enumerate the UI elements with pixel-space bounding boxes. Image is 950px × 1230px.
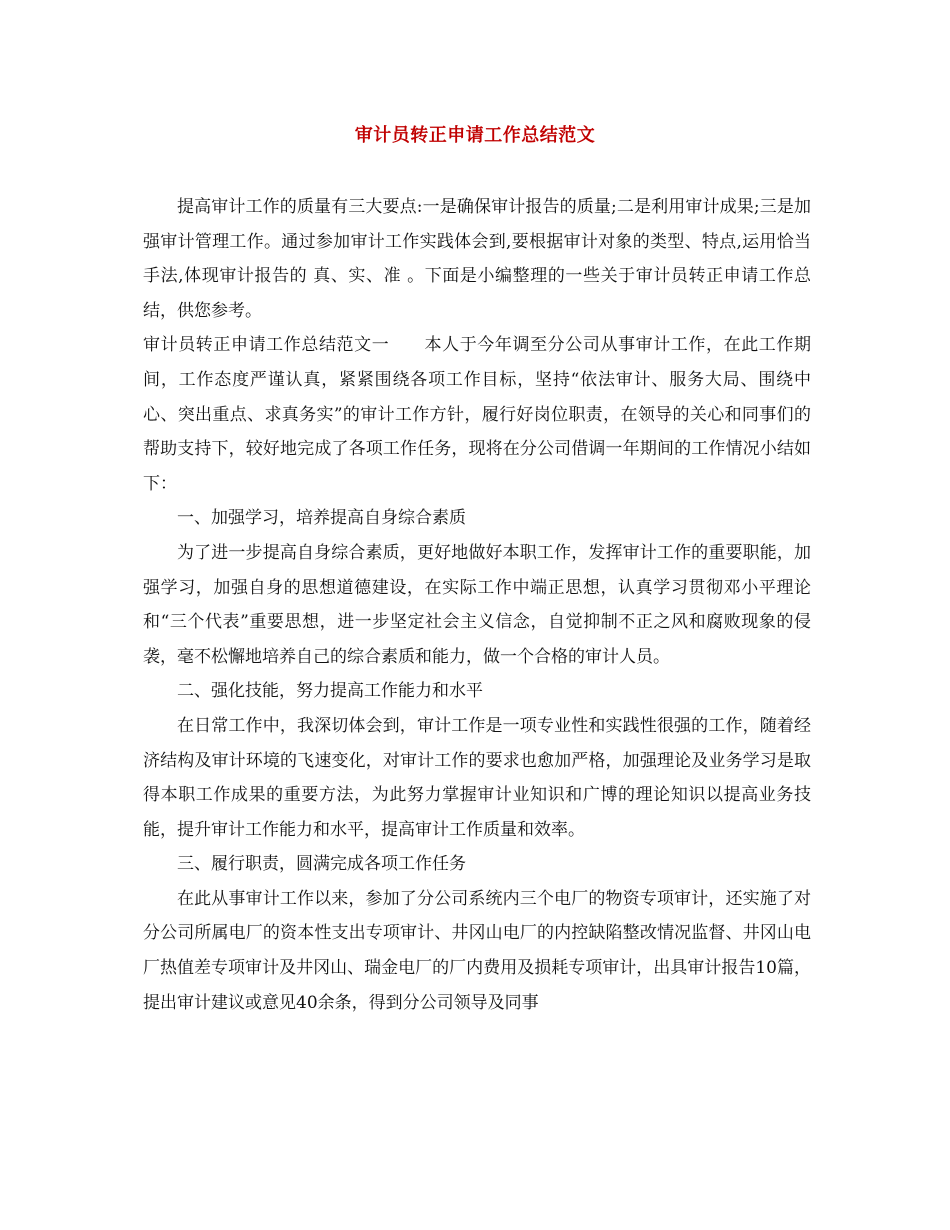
section-heading-2: 二、强化技能，努力提高工作能力和水平: [177, 681, 483, 702]
section-3-paragraph: 在此从事审计工作以来，参加了分公司系统内三个电厂的物资专项审计，还实施了对分公司所属电厂的资本性支出专项审计、井冈山电厂的内控缺陷整改情况监督、井冈山电厂热值差专项审计及井冈山、瑞金电厂的厂内费用及损耗专项审计，出具审计报告10篇，提出审计建议或意见40余条，得到分公司领导及同事: [143, 888, 811, 1013]
document-title: 审计员转正申请工作总结范文: [354, 125, 596, 146]
section-heading-3: 三、履行职责，圆满完成各项工作任务: [177, 854, 466, 875]
section-heading-1: 一、加强学习，培养提高自身综合素质: [177, 508, 466, 529]
sample-one-paragraph: 审计员转正申请工作总结范文一 本人于今年调至分公司从事审计工作，在此工作期间，工作态度严谨认真，紧紧围绕各项工作目标，坚持“依法审计、服务大局、围绕中心、突出重点、求真务实”的审计工作方针，履行好岗位职责，在领导的关心和同事们的帮助支持下，较好地完成了各项工作任务，现将在分公司借调一年期间的工作情况小结如下：: [143, 335, 811, 494]
section-1-paragraph: 为了进一步提高自身综合素质，更好地做好本职工作，发挥审计工作的重要职能，加强学习，加强自身的思想道德建设，在实际工作中端正思想，认真学习贯彻邓小平理论和“三个代表”重要思想，进一步坚定社会主义信念，自觉抑制不正之风和腐败现象的侵袭，毫不松懈地培养自己的综合素质和能力，做一个合格的审计人员。: [143, 542, 811, 667]
intro-paragraph: 提高审计工作的质量有三大要点:一是确保审计报告的质量;二是利用审计成果;三是加强审计管理工作。通过参加审计工作实践体会到,要根据审计对象的类型、特点,运用恰当手法,体现审计报告的 真、实、准 。下面是小编整理的一些关于审计员转正申请工作总结，供您参考。: [143, 197, 811, 321]
section-2-paragraph: 在日常工作中，我深切体会到，审计工作是一项专业性和实践性很强的工作，随着经济结构及审计环境的飞速变化，对审计工作的要求也愈加严格，加强理论及业务学习是取得本职工作成果的重要方法，为此努力掌握审计业知识和广博的理论知识以提高业务技能，提升审计工作能力和水平，提高审计工作质量和效率。: [143, 715, 811, 840]
document-body: [143, 190, 811, 1020]
